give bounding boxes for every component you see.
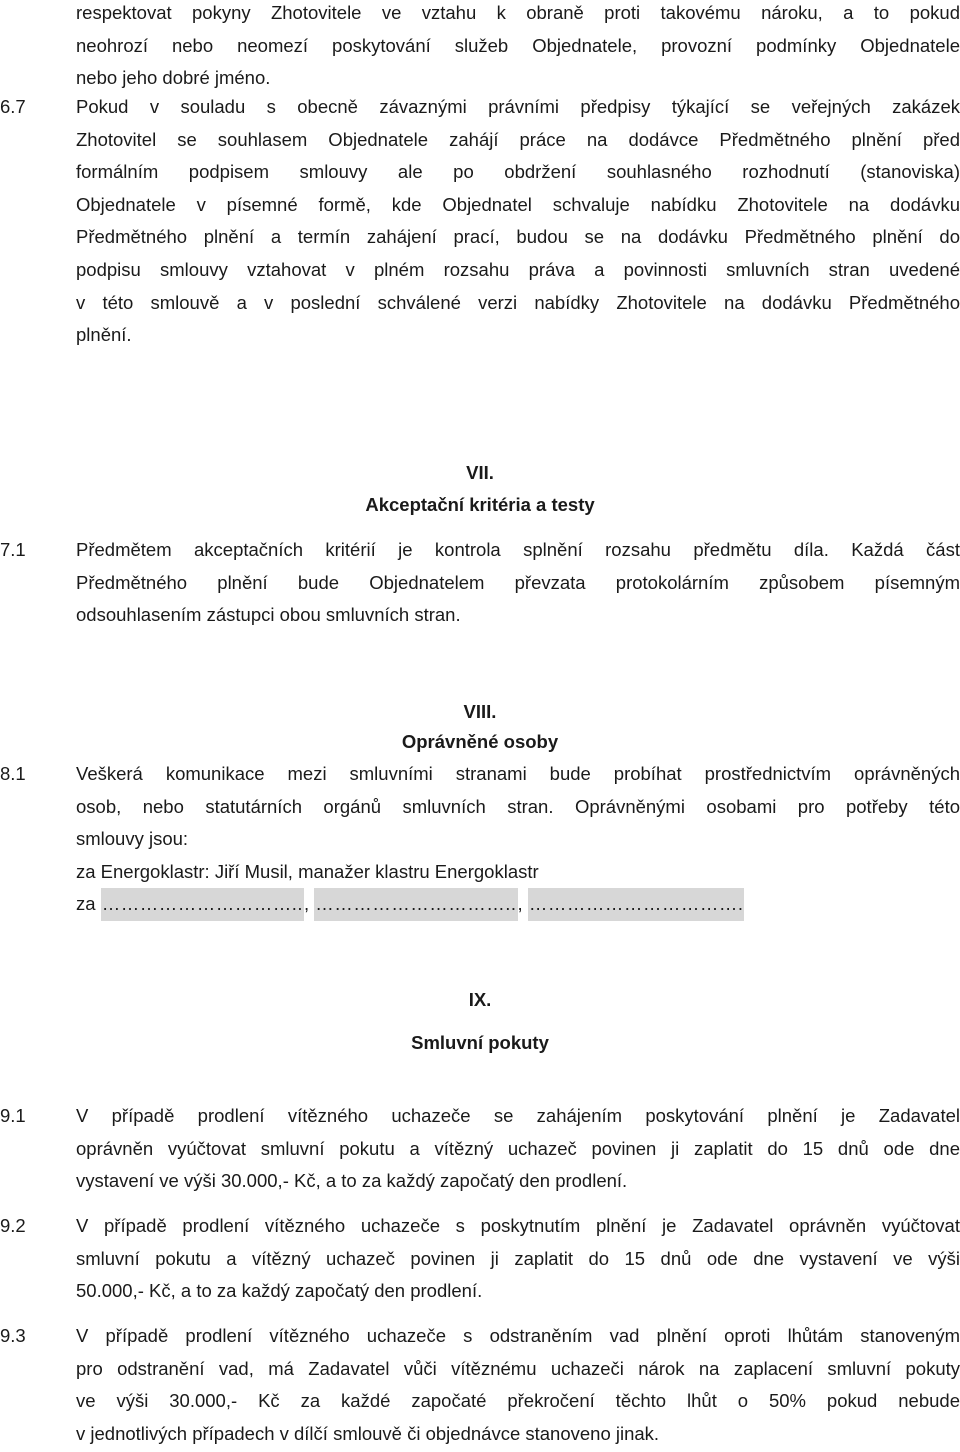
section-number: VIII. (463, 701, 497, 722)
text-line: neohrozí nebo neomezí poskytování služeb Objednatele, provozní podmínky Objednatele (76, 34, 960, 56)
text-line: V případě prodlení vítězného uchazeče se zahájením poskytování plnění je Zadavatel (76, 1105, 960, 1126)
blank-field: ………………………….. (101, 888, 304, 921)
clause-number: 6.7 (0, 96, 26, 117)
text-line: oprávněn vyúčtovat smluvní pokutu a vítězný uchazeč povinen ji zaplatit do 15 dnů ode dne (76, 1137, 960, 1159)
text-line: 50.000,- Kč, a to za každý započatý den prodlení. (76, 1280, 483, 1302)
text-line: osob, nebo statutárních orgánů smluvních stran. Oprávněnými osobami pro potřeby této (76, 795, 960, 817)
text-line: Zhotovitel se souhlasem Objednatele zahájí práce na dodávce Předmětného plnění před (76, 128, 960, 150)
text-line: v této smlouvě a v poslední schválené verzi nabídky Zhotovitele na dodávku Předmětného (76, 291, 960, 313)
section-number: IX. (468, 989, 492, 1010)
text-line: formálním podpisem smlouvy ale po obdržení souhlasného rozhodnutí (stanoviska) (76, 161, 960, 183)
clause-number: 9.1 (0, 1105, 26, 1126)
text-line: Pokud v souladu s obecně závaznými právními předpisy týkající se veřejných zakázek (76, 96, 960, 117)
text-line: Předmětem akceptačních kritérií je kontrola splnění rozsahu předmětu díla. Každá část (76, 539, 960, 560)
text-line: nebo jeho dobré jméno. (76, 67, 271, 89)
text-line: ve výši 30.000,- Kč za každé započaté překročení těchto lhůt o 50% pokud nebude (76, 1390, 960, 1412)
clause-number: 9.2 (0, 1215, 26, 1236)
section-title: Akceptační kritéria a testy (365, 494, 595, 515)
text-line: vystavení ve výši 30.000,- Kč, a to za každý započatý den prodlení. (76, 1170, 628, 1192)
text-line: plnění. (76, 324, 132, 346)
text-line: smluvní pokutu a vítězný uchazeč povinen ji zaplatit do 15 dnů ode dne vystavení ve výši (76, 1247, 960, 1269)
blank-field: ……………………………. (528, 888, 745, 921)
clause-number: 7.1 (0, 539, 26, 560)
separator: , (517, 893, 528, 915)
blank-prefix: za (76, 893, 101, 915)
text-line: Předmětného plnění a termín zahájení prací, budou se na dodávku Předmětného plnění do (76, 226, 960, 248)
text-line: Veškerá komunikace mezi smluvními stranami bude probíhat prostřednictvím oprávněných (76, 763, 960, 784)
clause-number: 8.1 (0, 763, 26, 784)
section-title: Oprávněné osoby (401, 731, 559, 752)
text-line: podpisu smlouvy vztahovat v plném rozsahu práva a povinnosti smluvních stran uvedené (76, 258, 960, 280)
section-number: VII. (466, 462, 494, 483)
blank-contact-line (76, 888, 960, 921)
text-line: v jednotlivých případech v dílčí smlouvě či objednávce stanoveno jinak. (76, 1422, 660, 1444)
text-line: Předmětného plnění bude Objednatelem převzata protokolárním způsobem písemným (76, 571, 960, 593)
separator: , (303, 893, 315, 915)
text-line: smlouvy jsou: (76, 828, 189, 850)
text-line: V případě prodlení vítězného uchazeče s poskytnutím plnění je Zadavatel oprávněn vyúčtovat (76, 1215, 960, 1236)
clause-number: 9.3 (0, 1325, 26, 1346)
section-title: Smluvní pokuty (411, 1032, 549, 1053)
text-line: pro odstranění vad, má Zadavatel vůči vítěznému uchazeči nárok na zaplacení smluvní pokuty (76, 1357, 960, 1379)
contact-line: za Energoklastr: Jiří Musil, manažer klastru Energoklastr (76, 860, 539, 882)
text-line: Objednatele v písemné formě, kde Objednatel schvaluje nabídku Zhotovitele na dodávku (76, 193, 960, 215)
text-line: odsouhlasením zástupci obou smluvních stran. (76, 604, 461, 626)
text-line: respektovat pokyny Zhotovitele ve vztahu k obraně proti takovému nároku, a to pokud (76, 2, 960, 23)
blank-field: ………………………….. (314, 888, 517, 921)
text-line: V případě prodlení vítězného uchazeče s odstraněním vad plnění oproti lhůtám stanoveným (76, 1325, 960, 1346)
